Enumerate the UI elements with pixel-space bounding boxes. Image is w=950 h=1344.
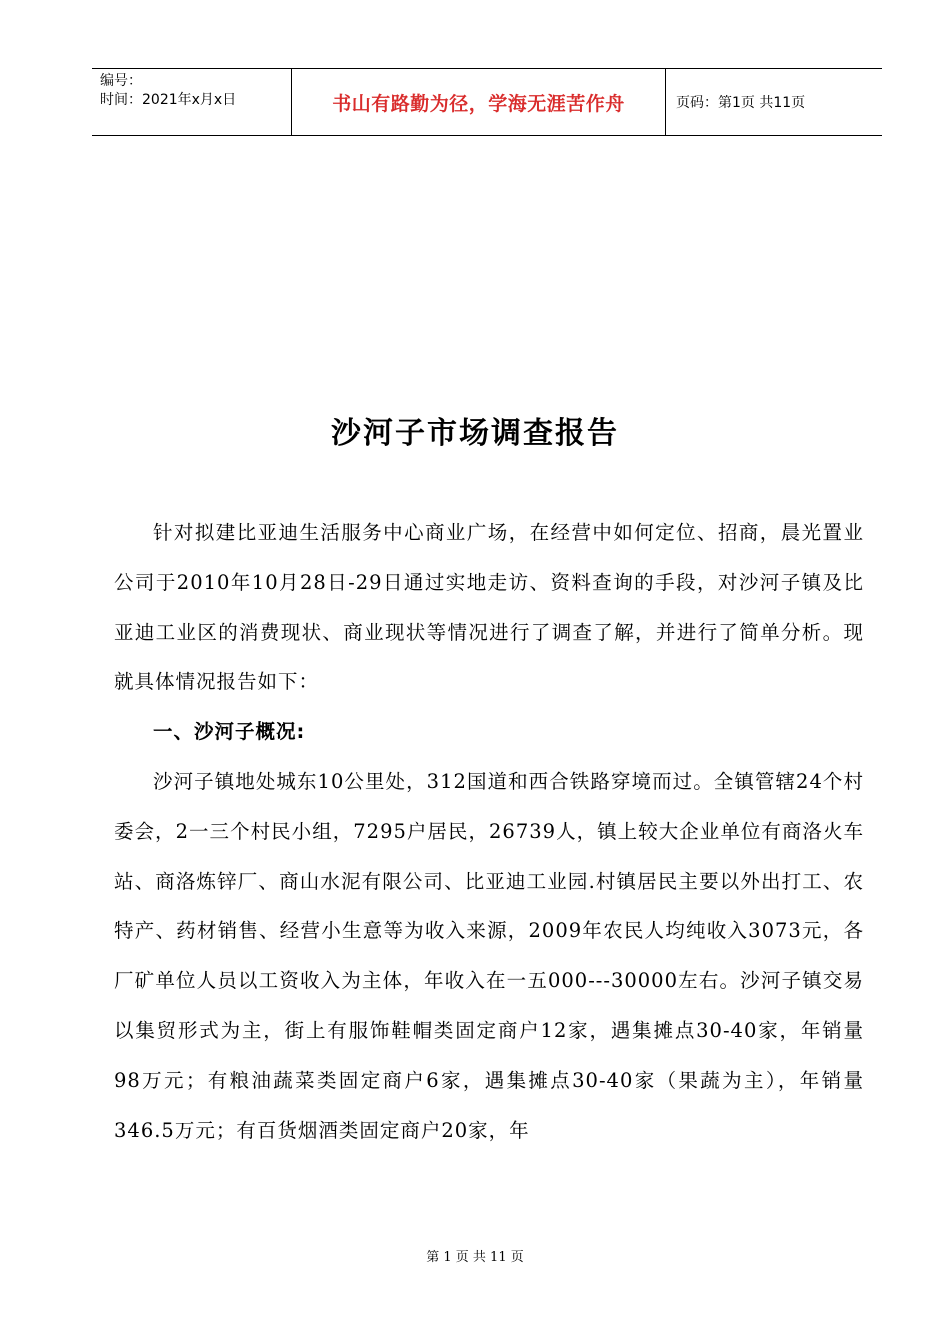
section-paragraph: 沙河子镇地处城东10公里处，312国道和西合铁路穿境而过。全镇管辖24个村委会，2一三个村民小组，7295户居民，26739人，镇上较大企业单位有商洛火车站、商洛炼锌厂、商山水泥有限公司、比亚迪工业园.村镇居民主要以外出打工、农特产、药材销售、经营小生意等为收入来源，2009年农民人均纯收入3073元，各厂矿单位人员以工资收入为主体，年收入在一五000---30000左右。沙河子镇交易以集贸形式为主，街上有服饰鞋帽类固定商户12家，遇集摊点30-40家，年销量98万元；有粮油蔬菜类固定商户6家，遇集摊点30-40家（果蔬为主），年销量346.5万元；有百货烟酒类固定商户20家，年 [114, 769, 864, 1142]
header-page-info: 页码：第1页 共11页 [676, 95, 806, 111]
intro-paragraph: 针对拟建比亚迪生活服务中心商业广场，在经营中如何定位、招商，晨光置业公司于2010年10月28日-29日通过实地走访、资料查询的手段，对沙河子镇及比亚迪工业区的消费现状、商业现状等情况进行了调查了解，并进行了简单分析。现就具体情况报告如下： [114, 521, 864, 694]
page-header [92, 68, 882, 136]
header-meta [92, 69, 292, 135]
section-heading: 一、沙河子概况: [153, 720, 306, 744]
time-label: 时间：2021年x月x日 [100, 92, 237, 108]
page-footer: 第 1 页 共 11 页 [426, 1250, 524, 1265]
header-motto: 书山有路勤为径，学海无涯苦作舟 [292, 69, 666, 135]
document-body [114, 508, 864, 1155]
document-title: 沙河子市场调查报告 [331, 416, 619, 451]
serial-label: 编号： [100, 73, 142, 89]
